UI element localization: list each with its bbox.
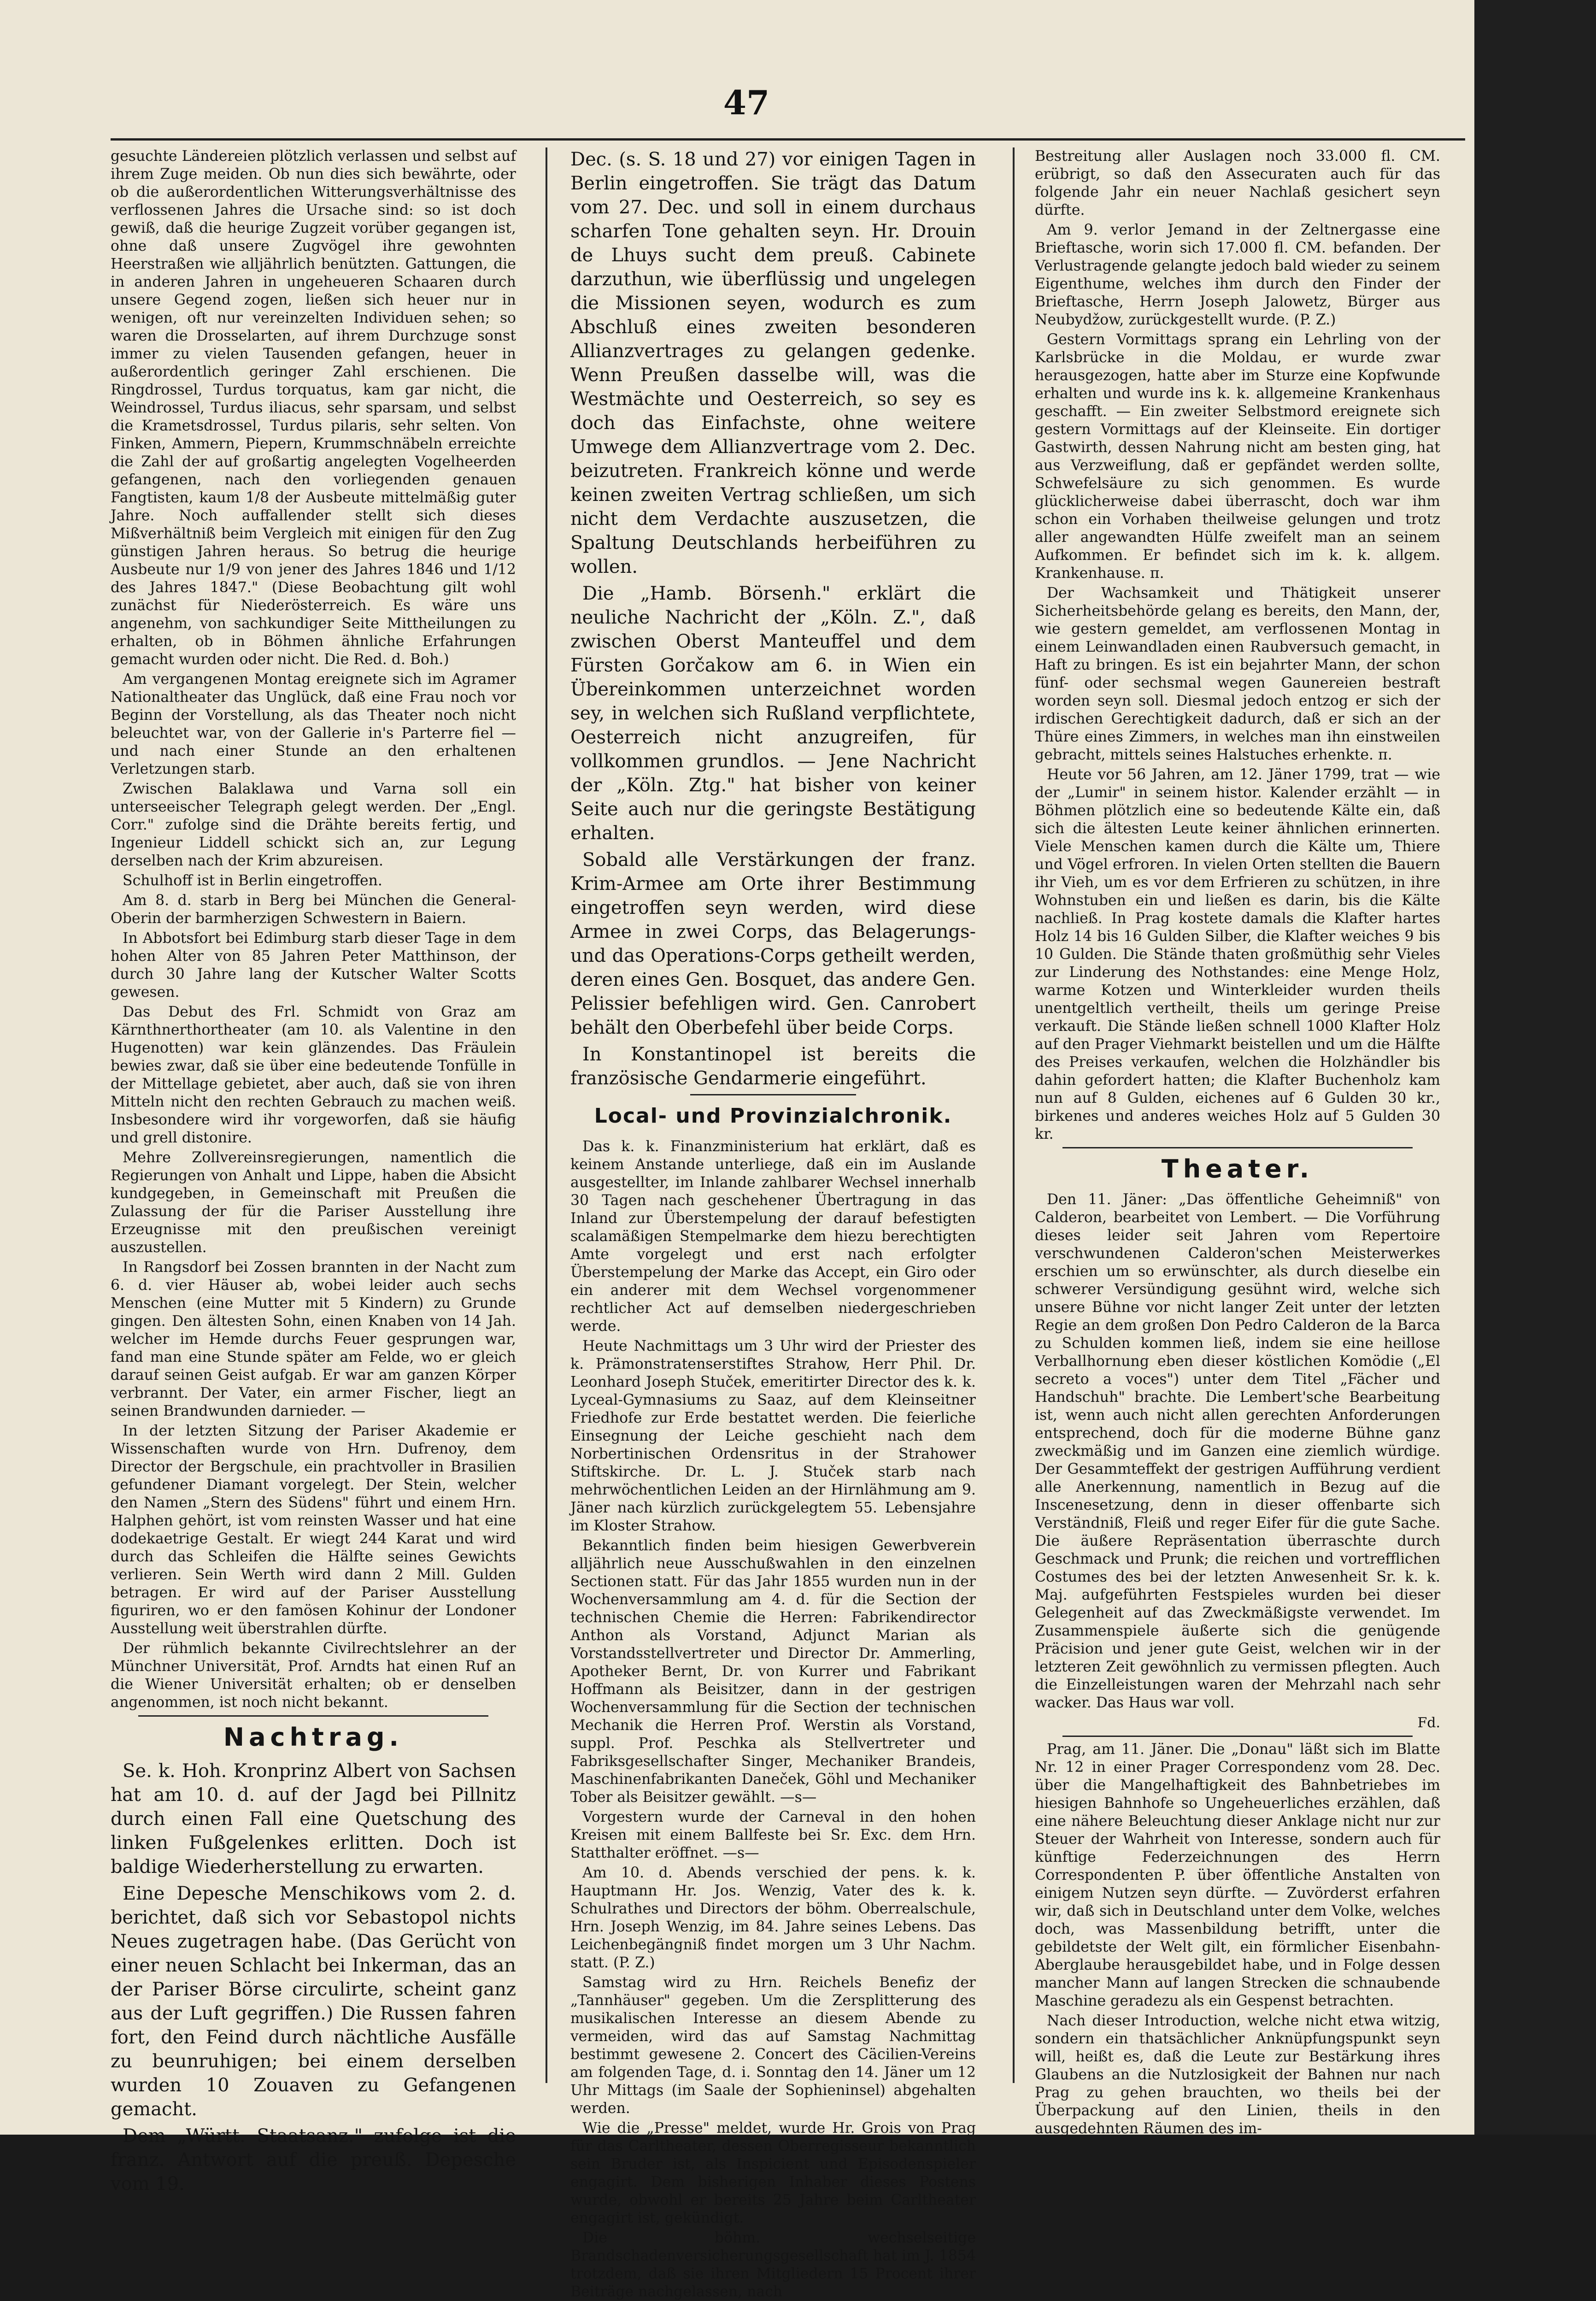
article-paragraph: Der rühmlich bekannte Civilrechtslehrer an der Münchner Universität, Prof. Arndts hat einen Ruf an die Wiener Universität erhalten; ob er denselben angenommen, ist noch nicht bekannt. bbox=[111, 1640, 516, 1711]
article-paragraph: Schulhoff ist in Berlin eingetroffen. bbox=[123, 872, 382, 889]
page-number: 47 bbox=[723, 83, 770, 122]
local-articles bbox=[570, 1138, 976, 2301]
divider bbox=[1062, 1736, 1413, 1737]
column-left bbox=[111, 147, 516, 2195]
article-paragraph: Mehre Zollvereinsregierungen, namentlich die Regierungen von Anhalt und Lippe, haben die Absicht kundgegeben, in Gemeinschaft mit Preußen die Zulassung der für die Pariser Ausstellung ihre Erzeugnisse mit den preußischen vereinigt auszustellen. bbox=[111, 1149, 516, 1256]
article-paragraph: Eine Depesche Menschikows vom 2. d. berichtet, daß sich vor Sebastopol nichts Neues zugetragen habe. (Das Gerücht von einer neuen Schlacht bei Inkerman, das an der Pariser Börse circulirte, scheint ganz aus der Luft gegriffen.) Die Russen fahren fort, den Feind durch nächtliche Ausfälle zu beunruhigen; bei einem derselben wurden 10 Zouaven zu Gefangenen gemacht. bbox=[111, 1883, 516, 2120]
section-heading-nachtrag: Nachtrag. bbox=[223, 1723, 404, 1752]
article-paragraph: Heute Nachmittags um 3 Uhr wird der Priester des k. Prämonstratenserstiftes Strahow, Herr Phil. Dr. Leonhard Joseph Stuček, emeritirter Director des k. k. Lyceal-Gymnasiums zu Saaz, auf dem Kleinseitner Friedhofe zur Erde bestattet werden. Die feierliche Einsegnung der Leiche geschieht nach dem Norbertinischen Ordensritus in der Strahower Stiftskirche. Dr. L. J. Stuček starb nach mehrwöchentlichen Leiden an der Hirnlähmung am 9. Jäner nach kürzlich zurückgelegtem 55. Lebensjahre im Kloster Strahow. bbox=[570, 1338, 976, 1534]
article-paragraph: Die „Hamb. Börsenh." erklärt die neuliche Nachricht der „Köln. Z.", daß zwischen Oberst Manteuffel und dem Fürsten Gorčakow am 6. in Wien ein Übereinkommen unterzeichnet worden sey, in welchen sich Rußland verpflichtete, Oesterreich nicht anzugreifen, für vollkommen grundlos. — Jene Nachricht der „Köln. Ztg." hat bisher von keiner Seite auch nur die geringste Bestätigung erhalten. bbox=[570, 583, 976, 844]
article-paragraph: Heute vor 56 Jahren, am 12. Jäner 1799, trat — wie der „Lumir" in seinem histor. Kalender erzählt — in Böhmen plötzlich eine so bedeutende Kälte ein, daß sich die ältesten Leute keiner ähnlichen erinnerten. Viele Menschen kamen durch die Kälte um, Thiere und Vögel erfroren. In vielen Orten stellten die Bauern ihr Vieh, um es vor dem Erfrieren zu schützen, in ihre Wohnstuben ein und ließen es darin, bis die Kälte nachließ. In Prag kostete damals die Klafter hartes Holz 14 bis 16 Gulden Silber, die Klafter weiches 9 bis 10 Gulden. Die Stände thaten großmüthig sehr Vieles zur Linderung des Nothstandes: eine Menge Holz, warme Kotzen und Winterkleider wurden theils unentgeltlich vertheilt, theils um geringe Preise verkauft. Die Stände ließen schnell 1000 Klafter Holz auf den Prager Viehmarkt beistellen und um die Hälfte des Preises verkaufen, welchen die Holzhändler bis dahin gefordert hatten; die Klafter Buchenholz kam nun auf 8 Gulden, eichenes auf 6 Gulden 30 kr., birkenes und anderes weiches Holz auf 5 Gulden 30 kr. bbox=[1035, 766, 1440, 1142]
article-paragraph: Se. k. Hoh. Kronprinz Albert von Sachsen hat am 10. d. auf der Jagd bei Pillnitz durch einen Fall eine Quetschung des linken Fußgelenkes erlitten. Doch ist baldige Wiederherstellung zu erwarten. bbox=[111, 1760, 516, 1877]
article-paragraph: In Rangsdorf bei Zossen brannten in der Nacht zum 6. d. vier Häuser ab, wobei leider auch sechs Menschen (eine Mutter mit 5 Kindern) zu Grunde gingen. Den ältesten Sohn, einen Knaben von 14 Jah. welcher im Hemde durchs Feuer gesprungen war, fand man eine Stunde später am Felde, wo er gleich darauf seinen Geist aufgab. Er war am ganzen Körper verbrannt. Der Vater, ein armer Fischer, liegt an seinen Brandwunden darnieder. — bbox=[111, 1259, 516, 1419]
divider bbox=[690, 1094, 856, 1095]
column-right bbox=[1035, 147, 1440, 2137]
divider bbox=[138, 1715, 488, 1717]
nachtrag-articles bbox=[111, 1759, 516, 2196]
scan-margin bbox=[1474, 0, 1596, 2135]
column-left-articles bbox=[111, 147, 516, 1712]
divider bbox=[1062, 1147, 1413, 1148]
article-paragraph: Zwischen Balaklawa und Varna soll ein unterseeischer Telegraph gelegt werden. Der „Engl. Corr." zufolge sind die Drähte bereits fertig, und Ingenieur Liddell schickt sich an, zur Legung derselben nach der Krim abzureisen. bbox=[111, 781, 516, 869]
column-rule bbox=[546, 147, 547, 2083]
prague-report bbox=[1035, 1741, 1440, 2138]
article-paragraph: In der letzten Sitzung der Pariser Akademie er Wissenschaften wurde von Hrn. Dufrenoy, dem Director der Bergschule, ein prachtvoller in Brasilien gefundener Diamant vorgelegt. Der Stein, welcher den Namen „Stern des Südens" führt und einem Hrn. Halphen gehört, ist vom reinsten Wasser und hat eine dodekaetrige Gestalt. Er wiegt 244 Karat und wird durch das Schleifen die Hälfte seines Gewichts verlieren. Sein Werth wird dann 2 Mill. Gulden betragen. Er wird auf der Pariser Ausstellung figuriren, wo er den famösen Kohinur der Londoner Ausstellung weit überstrahlen dürfte. bbox=[111, 1423, 516, 1637]
article-paragraph: gesuchte Ländereien plötzlich verlassen und selbst auf ihrem Zuge meiden. Ob nun dies sich bewährte, oder ob die außerordentlichen Witterungsverhältnisse des verflossenen Jahres die Ursache sind: so ist doch gewiß, daß die heurige Zugzeit vorüber gegangen ist, ohne daß unsere Zugvögel ihre gewohnten Heerstraßen wie alljährlich benützten. Gattungen, die in anderen Jahren in ungeheueren Schaaren durch unsere Gegend zogen, ließen sich heuer nur in wenigen, oft nur vereinzelten Individuen sehen; so waren die Drosselarten, auf ihrem Durchzuge sonst immer zu vielen Tausenden gefangen, heuer in außerordentlich geringer Zahl erschienen. Die Ringdrossel, Turdus torquatus, kam gar nicht, die Weindrossel, Turdus iliacus, sehr sparsam, und selbst die Krametsdrossel, Turdus pilaris, sehr selten. Von Finken, Ammern, Piepern, Krummschnäbeln erreichte die Zahl der auf großartig angelegten Vogelheerden gefangenen, nach den vorliegenden genauen Fangtisten, kaum 1/8 der Ausbeute mittelmäßig guter Jahre. Noch auffallender stellt sich dieses Mißverhältniß beim Vergleich mit einigen für den Zug günstigen Jahren heraus. So betrug die heurige Ausbeute nur 1/9 von jener des Jahres 1846 und 1/12 des Jahres 1847." (Diese Beobachtung gilt wohl zunächst für Niederösterreich. Es wäre uns angenehm, von sachkundiger Seite Mittheilungen zu erhalten, ob in Böhmen ähnliche Erfahrungen gemacht wurden oder nicht. Die Red. d. Boh.) bbox=[111, 148, 516, 668]
article-paragraph: Sobald alle Verstärkungen der franz. Krim-Armee am Orte ihrer Bestimmung eingetroffen seyn werden, wird diese Armee in zwei Corps, das Belagerungs- und das Operations-Corps getheilt werden, deren eines Gen. Bosquet, das andere Gen. Pelissier befehligen wird. Gen. Canrobert behält den Oberbefehl über beide Corps. bbox=[570, 849, 976, 1038]
column-right-articles bbox=[1035, 147, 1440, 1143]
article-paragraph: Den 11. Jäner: „Das öffentliche Geheimniß" von Calderon, bearbeitet von Lembert. — Die Vorführung dieses leider seit Jahren vom Repertoire verschwundenen Calderon'schen Meisterwerkes erschien um so erwünschter, als durch dieselbe ein schwerer Versündigung gesühnt wird, welche sich unsere Bühne vor nicht langer Zeit unter der letzten Regie an dem großen Don Pedro Calderon de la Barca zu Schulden kommen ließ, indem sie eine heillose Verballhornung eben dieser köstlichen Komödie („El secreto a voces") unter dem Titel „Fächer und Handschuh" brachte. Die Lembert'sche Bearbeitung ist, wenn auch nicht allen gerechten Anforderungen entsprechend, doch für die moderne Bühne ganz zweckmäßig und im Ganzen eine ziemlich würdige. Der Gesammteffekt der gestrigen Aufführung verdient alle Anerkennung, namentlich in Bezug auf die Inscenesetzung, denn in dieser offenbarte sich Verständniß, Fleiß und reger Eifer für die gute Sache. Die äußere Repräsentation überraschte durch Geschmack und Prunk; die reichen und vortrefflichen Costumes des bei der letzten Anwesenheit Sr. k. k. Maj. aufgeführten Festspieles wurden bei dieser Gelegenheit auf das Zweckmäßigste verwendet. Im Zusammenspiele äußerte sich die genügende Präcision und jener gute Geist, welchen wir in der letzteren Zeit gewöhnlich zu vermissen pflegten. Auch die Einzelleistungen waren der Mehrzahl nach sehr wacker. Das Haus war voll. bbox=[1035, 1191, 1440, 1711]
article-paragraph: Bestreitung aller Auslagen noch 33.000 fl. CM. erübrigt, so daß den Assecuraten auch für das folgende Jahr ein neuer Nachlaß gesichert seyn dürfte. bbox=[1035, 148, 1440, 218]
article-paragraph: Die böhm. wechselseitige Brandschadenversicherungsgesellschaft hat im J. 1854 trotzdem, daß sie ihren Mitgliedern 15 Procent ihrer Beiträge nachgelassen, nach bbox=[570, 2230, 976, 2300]
theater-review bbox=[1035, 1191, 1440, 1712]
article-paragraph: In Konstantinopel ist bereits die französische Gendarmerie eingeführt. bbox=[570, 1044, 976, 1089]
column-rule bbox=[1013, 147, 1015, 2083]
article-paragraph: Vorgestern wurde der Carneval in den hohen Kreisen mit einem Ballfeste bei Sr. Exc. dem Hrn. Statthalter eröffnet. —s— bbox=[570, 1809, 976, 1861]
article-paragraph: Am vergangenen Montag ereignete sich im Agramer Nationaltheater das Unglück, daß eine Frau noch vor Beginn der Vorstellung, als das Theater noch nicht beleuchtet war, von der Gallerie in's Parterre fiel — und nach einer Stunde an den erhaltenen Verletzungen starb. bbox=[111, 671, 516, 777]
article-paragraph: In Abbotsfort bei Edimburg starb dieser Tage in dem hohen Alter von 85 Jahren Peter Matthinson, der durch 30 Jahre lang der Kutscher Walter Scotts gewesen. bbox=[111, 930, 516, 1000]
politics-articles bbox=[570, 147, 976, 1090]
header-rule bbox=[111, 138, 1465, 141]
section-heading-theater: Theater. bbox=[1161, 1154, 1314, 1183]
article-paragraph: Dem „Württ. Staatsanz." zufolge ist die franz. Antwort auf die preuß. Depesche vom 19. bbox=[111, 2125, 516, 2195]
column-middle bbox=[570, 147, 976, 2300]
article-paragraph: Gestern Vormittags sprang ein Lehrling von der Karlsbrücke in die Moldau, er wurde zwar herausgezogen, hatte aber im Sturze eine Kopfwunde erhalten und wurde ins k. k. allgemeine Krankenhaus geschafft. — Ein zweiter Selbstmord ereignete sich gestern Vormittags auf der Kleinseite. Ein dortiger Gastwirth, dessen Nahrung nicht am besten ging, hat aus Verzweiflung, daß er gepfändet werden sollte, Schwefelsäure zu sich genommen. Es wurde glücklicherweise dabei überrascht, doch war ihm schon ein Vorhaben theilweise gelungen und trotz aller angewandten Hülfe zweifelt man an seinem Aufkommen. Er befindet sich im k. k. allgem. Krankenhause. π. bbox=[1035, 331, 1440, 582]
article-paragraph: Das Debut des Frl. Schmidt von Graz am Kärnthnerthortheater (am 10. als Valentine in den Hugenotten) war kein glänzendes. Das Fräulein bewies zwar, daß sie über eine bedeutende Tonfülle in der Mittellage gebietet, aber auch, daß sie von ihren Mitteln nicht den rechten Gebrauch zu machen weiß. Insbesondere wird ihr vorgeworfen, daß sie häufig und grell distonire. bbox=[111, 1004, 516, 1146]
article-paragraph: Das k. k. Finanzministerium hat erklärt, daß es keinem Anstande unterliege, daß ein im Auslande ausgestellter, im Inlande zahlbarer Wechsel innerhalb 30 Tagen nach geschehener Übertragung in das Inland zur Überstempelung der darauf befestigten scalamäßigen Stempelmarke dem hiezu berechtigten Amte vorgelegt und erst nach erfolgter Überstempelung der Marke das Accept, ein Giro oder ein anderer mit dem Wechsel vorgenommener rechtlicher Act auf demselben niedergeschrieben werde. bbox=[570, 1138, 976, 1335]
article-paragraph: Bekanntlich finden beim hiesigen Gewerbverein alljährlich neue Ausschußwahlen in den einzelnen Sectionen statt. Für das Jahr 1855 wurden nun in der Wochenversammlung am 4. d. für die Section der technischen Chemie die Herren: Fabrikendirector Anthon als Vorstand, Adjunct Marian als Vorstandsstellvertreter und Director Dr. Ammerling, Apotheker Bernt, Dr. von Kurrer und Fabrikant Hoffmann als Beisitzer, dann in der gestrigen Wochenversammlung für die Section der technischen Mechanik die Herren Prof. Werstin als Vorstand, suppl. Prof. Peschka als Stellvertreter und Fabriksgesellschafter Singer, Mechaniker Brandeis, Maschinenfabrikanten Daneček, Göhl und Mechaniker Tober als Beisitzer gewählt. —s— bbox=[570, 1537, 976, 1806]
article-paragraph: Der Wachsamkeit und Thätigkeit unserer Sicherheitsbehörde gelang es bereits, den Mann, der, wie gestern gemeldet, am verflossenen Montag in einem Leinwandladen einen Raubversuch gemacht, in Haft zu bringen. Es ist ein bejahrter Mann, der schon fünf- oder sechsmal wegen Gaunereien bestraft worden seyn soll. Diesmal jedoch entzog er sich der irdischen Gerechtigkeit dadurch, daß er sich an der Thüre eines Zimmers, in welches man ihn einstweilen gebracht, mittels seines Halstuches erhenkte. π. bbox=[1035, 585, 1440, 763]
article-paragraph: Samstag wird zu Hrn. Reichels Benefiz der „Tannhäuser" gegeben. Um die Zersplitterung des musikalischen Interesse an diesem Abende zu vermeiden, wird das auf Samstag Nachmittag bestimmt gewesene 2. Concert des Cäcilien-Vereins am folgenden Tage, d. i. Sonntag den 14. Jäner um 12 Uhr Mittags (im Saale der Sophieninsel) abgehalten werden. bbox=[570, 1974, 976, 2117]
article-paragraph: Am 9. verlor Jemand in der Zeltnergasse eine Brieftasche, worin sich 17.000 fl. CM. befanden. Der Verlustragende gelangte jedoch bald wieder zu seinem Eigenthume, welches ihm durch den Finder der Brieftasche, Herrn Joseph Jalowetz, Bürger aus Neubydžow, zurückgestellt wurde. (P. Z.) bbox=[1035, 222, 1440, 328]
article-paragraph: Am 8. d. starb in Berg bei München die General-Oberin der barmherzigen Schwestern in Baiern. bbox=[111, 892, 516, 927]
article-paragraph: Wie die „Presse" meldet, wurde Hr. Grois von Prag für das Carltheater, dessen Oberregisseur bekanntlich sein Bruder ist, als Inspicient und Episodenspieler engagirt. Dem bisherigen Inhaber dieses Postens wurde, obwohl er bereits 25 Jahre beim Carltheater engagirt ist, gekündigt. bbox=[570, 2120, 976, 2226]
article-paragraph: Dec. (s. S. 18 und 27) vor einigen Tagen in Berlin eingetroffen. Sie trägt das Datum vom 27. Dec. und soll in einem durchaus scharfen Tone gehalten seyn. Hr. Drouin de Lhuys sucht dem preuß. Cabinete darzuthun, wie überflüssig und ungelegen die Missionen seyen, wodurch es zum Abschluß eines zweiten besonderen Allianzvertrages zu gelangen gedenke. Wenn Preußen dasselbe will, was die Westmächte und Oesterreich, so sey es doch das Einfachste, ohne weitere Umwege dem Allianzvertrage vom 2. Dec. beizutreten. Frankreich könne und werde keinen zweiten Vertrag schließen, um sich nicht dem Verdachte auszusetzen, die Spaltung Deutschlands herbeiführen zu wollen. bbox=[570, 149, 976, 577]
article-paragraph: Am 10. d. Abends verschied der pens. k. k. Hauptmann Hr. Jos. Wenzig, Vater des k. k. Schulrathes und Directors der böhm. Oberrealschule, Hrn. Joseph Wenzig, im 84. Jahre seines Lebens. Das Leichenbegängniß findet morgen um 3 Uhr Nachm. statt. (P. Z.) bbox=[570, 1865, 976, 1971]
section-heading-local: Local- und Provinzialchronik. bbox=[594, 1104, 952, 1128]
article-paragraph: Nach dieser Introduction, welche nicht etwa witzig, sondern ein thatsächlicher Anknüpfungspunkt seyn will, heißt es, daß die Leute zur Bestärkung ihres Glaubens an die Nutzlosigkeit der Bahnen nur nach Prag zu gehen brauchten, wo theils bei der Überpackung auf den Linien, theils in den ausgedehnten Räumen des im- bbox=[1035, 2013, 1440, 2137]
theater-signature: Fd. bbox=[1417, 1715, 1440, 1731]
article-paragraph: Prag, am 11. Jäner. Die „Donau" läßt sich im Blatte Nr. 12 in einer Prager Correspondenz vom 28. Dec. über die Mangelhaftigkeit des Bahnbetriebes im hiesigen Bahnhofe so Ungeheuerliches erzählen, daß eine nähere Beleuchtung dieser Anklage nicht nur zur Steuer der Wahrheit von Interesse, sondern auch für künftige Federzeichnungen des Herrn Correspondenten P. über öffentliche Anstalten von einigem Nutzen seyn dürfte. — Zuvörderst erfahren wir, daß sich in Deutschland unter dem Volke, welches doch, was Massenbildung betrifft, unter die gebildetste der Welt gilt, ein förmlicher Eisenbahn-Aberglaube herausgebildet habe, und in Folge dessen mancher Mann auf langen Strecken die schnaubende Maschine geradezu als ein Gespenst betrachten. bbox=[1035, 1741, 1440, 2009]
